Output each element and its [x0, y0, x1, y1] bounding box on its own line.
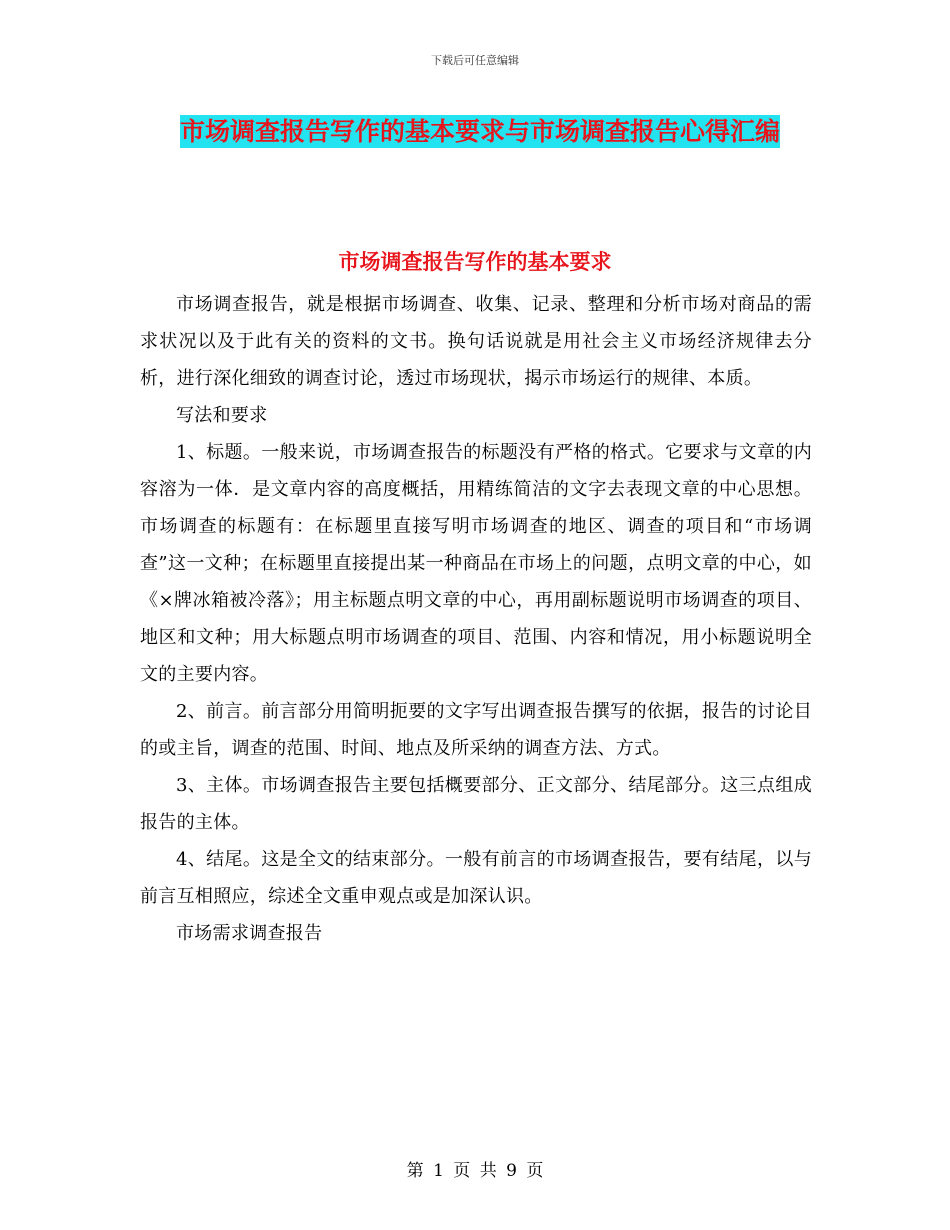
- paragraph-subheading-method: 写法和要求: [176, 405, 268, 426]
- paragraph-ending-item: 4、结尾。这是全文的结束部分。一般有前言的市场调查报告，要有结尾，以与前言互相照应，综述全文重申观点或是加深认识。: [140, 849, 812, 907]
- paragraph-title-item: 1、标题。一般来说，市场调查报告的标题没有严格的格式。它要求与文章的内容溶为一体．是文章内容的高度概括，用精练简洁的文字去表现文章的中心思想。市场调查的标题有：在标题里直接写明市场调查的地区、调查的项目和“市场调查”这一文种；在标题里直接提出某一种商品在市场上的问题，点明文章的中心，如《×牌冰箱被冷落》；用主标题点明文章的中心，再用副标题说明市场调查的项目、地区和文种；用大标题点明市场调查的项目、范围、内容和情况，用小标题说明全文的主要内容。: [140, 442, 812, 685]
- document-title: [140, 108, 820, 156]
- paragraph-body-item: 3、主体。市场调查报告主要包括概要部分、正文部分、结尾部分。这三点组成报告的主体。: [140, 775, 812, 833]
- document-body: [140, 286, 812, 952]
- page-number-footer: 第 1 页 共 9 页: [406, 1161, 544, 1181]
- paragraph-subheading-demand: 市场需求调查报告: [176, 923, 323, 944]
- paragraph-intro: 市场调查报告，就是根据市场调查、收集、记录、整理和分析市场对商品的需求状况以及于此有关的资料的文书。换句话说就是用社会主义市场经济规律去分析，进行深化细致的调查讨论，透过市场现状，揭示市场运行的规律、本质。: [140, 294, 812, 389]
- section-title: 市场调查报告写作的基本要求: [338, 249, 612, 274]
- header-note: 下载后可任意编辑: [431, 54, 519, 67]
- document-title-text: 市场调查报告写作的基本要求与市场调查报告心得汇编: [179, 117, 780, 146]
- paragraph-preface-item: 2、前言。前言部分用简明扼要的文字写出调查报告撰写的依据，报告的讨论目的或主旨，调查的范围、时间、地点及所采纳的调查方法、方式。: [140, 701, 812, 759]
